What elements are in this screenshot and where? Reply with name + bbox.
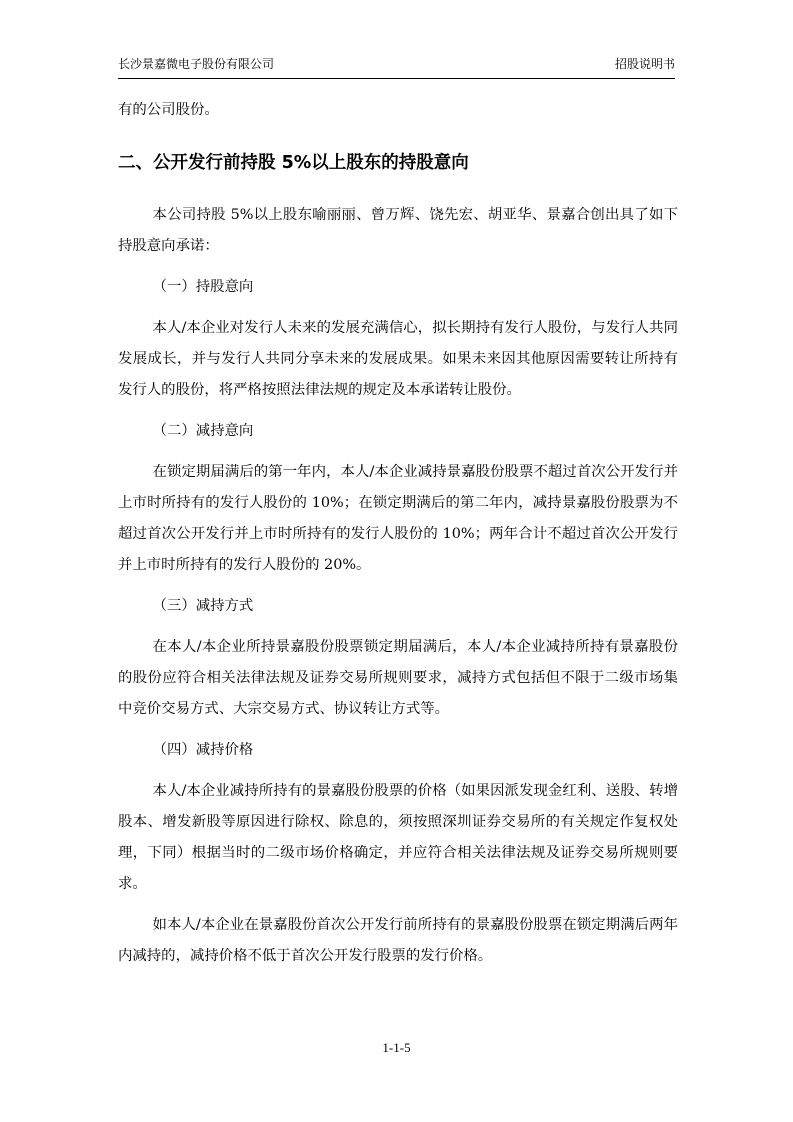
page-header [118,54,675,79]
header-company-name: 长沙景嘉微电子股份有限公司 [118,57,275,71]
intro-tail-paragraph: 有的公司股份。 [118,102,219,118]
subsection-title-reduction-price: （四）减持价格 [152,742,254,758]
subsection-title-reduction-method: （三）减持方式 [152,598,254,614]
page-number: 1-1-5 [382,1040,411,1055]
lead-paragraph: 本公司持股 5%以上股东喻丽丽、曾万辉、饶先宏、胡亚华、景嘉合创出具了如下持股意向承诺： [118,207,678,254]
reduction-method-paragraph: 在本人/本企业所持景嘉股份股票锁定期届满后，本人/本企业减持所持有景嘉股份的股份应符合相关法律法规及证券交易所规则要求，减持方式包括但不限于二级市场集中竞价交易方式、大宗交易方式、协议转让方式等。 [118,639,678,717]
holding-intent-paragraph: 本人/本企业对发行人未来的发展充满信心，拟长期持有发行人股份，与发行人共同发展成长，并与发行人共同分享未来的发展成果。如果未来因其他原因需要转让所持有发行人的股份，将严格按照法律法规的规定及本承诺转让股份。 [118,320,678,398]
reduction-intent-paragraph: 在锁定期届满后的第一年内，本人/本企业减持景嘉股份股票不超过首次公开发行并上市时所持有的发行人股份的 10%；在锁定期满后的第二年内，减持景嘉股份股票为不超过首次公开发行并上市时所持有的发行人股份的 10%；两年合计不超过首次公开发行并上市时所持有的发行人股份的 20%。 [118,464,678,573]
subsection-title-reduction-intent: （二）减持意向 [152,423,254,439]
reduction-price-paragraph: 本人/本企业减持所持有的景嘉股份股票的价格（如果因派发现金红利、送股、转增股本、增发新股等原因进行除权、除息的，须按照深圳证券交易所的有关规定作复权处理，下同）根据当时的二级市场价格确定，并应符合相关法律法规及证券交易所规则要求。 [118,783,678,892]
header-document-type: 招股说明书 [614,57,675,71]
page-body [118,95,678,972]
reduction-price-floor-paragraph: 如本人/本企业在景嘉股份首次公开发行前所持有的景嘉股份股票在锁定期满后两年内减持的，减持价格不低于首次公开发行股票的发行价格。 [118,917,678,964]
section-title: 二、公开发行前持股 5%以上股东的持股意向 [118,153,469,173]
subsection-title-holding-intent: （一）持股意向 [152,279,254,295]
